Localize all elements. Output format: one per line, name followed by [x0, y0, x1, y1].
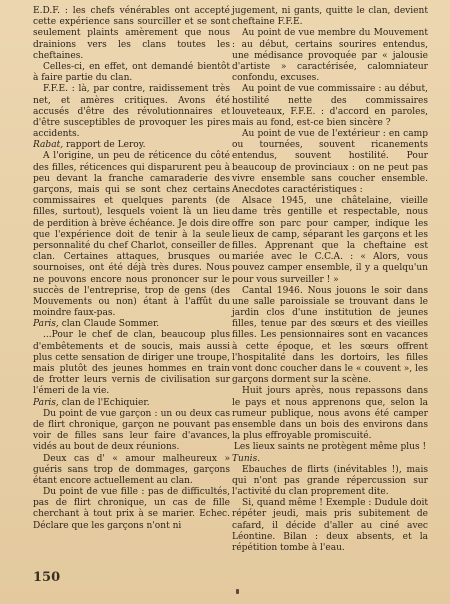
- paragraph: Au point de vue commissaire : au début, hostilité nette des commissaires louveteaux, F.F.E. : d'accord en paroles, mais au fond, est-ce bien sincère ?: [232, 84, 428, 128]
- section-heading: [33, 319, 230, 330]
- page-number: 150: [33, 570, 61, 585]
- paragraph: Alsace 1945, une châtelaine, vieille dame très gentille et respectable, nous offre son parc pour camper, indique les lieux de camp, séparant les garçons et les filles. Apprenant que la cheftaine est mariée avec le C.C.A. : « Alors, vous pouvez camper ensemble, il y a quelqu'un pour vous surveiller ! »: [232, 196, 428, 285]
- paragraph: F.F.E. : là, par contre, raidissement très net, et amères critiques. Avons été accusés d'être des révolutionnaires et d'être susceptibles de provoquer les pires accidents.: [33, 84, 230, 140]
- paragraph: Cantal 1946. Nous jouons le soir dans une salle paroissiale se trouvant dans le jardin clos d'une institution de jeunes filles, tenue par des sœurs et des vieilles filles. Les pensionnaires sont en vacances à cette époque, et les sœurs offrent l'hospitalité dans les dortoirs, les filles vont donc coucher dans le « couvent », les garçons dorment sur la scène.: [232, 285, 428, 386]
- section-heading: [232, 454, 428, 465]
- paragraph: Celles-ci, en effet, ont demandé bientôt à faire partie du clan.: [33, 61, 230, 84]
- paragraph: A l'origine, un peu de réticence du côté des filles, réticences qui disparurent peu à peu devant la franche camaraderie des garçons, mais qui se sont chez certains commissaires et quelques parents (de filles, surtout), lesquels voient là un lieu de perdition à brève échéance. Je dois dire que l'expérience doit de tenir à la seule personnalité du chef Charlot, conseiller de clan. Certaines attaques, brusques ou sournoises, ont été déjà très dures. Nous ne pouvons encore nous prononcer sur le succès de l'entreprise, trop de gens (des Mouvements ou non) étant à l'affût du moindre faux-pas.: [33, 151, 230, 319]
- paragraph: E.D.F. : les chefs vénérables ont accepté cette expérience sans sourciller et se sont seulement plaints amèrement que nous drainions vers les clans toutes les cheftaines.: [33, 6, 230, 61]
- paragraph: Ebauches de flirts (inévitables !), mais qui n'ont pas grande répercussion sur l'activité du clan proprement dite.: [232, 464, 428, 498]
- paragraph: Si, quand même ! Exemple : Dudule doit répéter jeudi, mais pris subitement de cafard, il décide d'aller au ciné avec Léontine. Bilan : deux absents, et la répétition tombe à l'eau.: [232, 498, 428, 553]
- section-heading: [33, 140, 230, 151]
- paragraph: Deux cas d' « amour malheureux » guéris sans trop de dommages, garçons étant encore actuellement au clan.: [33, 453, 230, 486]
- paragraph: Au point de vue membre du Mouvement : au début, certains sourires entendus, une médisance provoquée par « jalousie d'artiste » caractérisée, calomniateur confondu, excuses.: [232, 28, 428, 84]
- centered-line: Les lieux saints ne protègent même plus !: [233, 442, 427, 453]
- right-column: [232, 6, 428, 554]
- paragraph: ...Pour le chef de clan, beaucoup plus d'embêtements et de soucis, mais aussi plus cette sensation de diriger une troupe, mais plutôt des jeunes hommes en train de frotter leurs vernis de civilisation sur l'émeri de la vie.: [33, 330, 230, 397]
- paragraph: jugement, ni gants, quitte le clan, devient cheftaine F.F.E.: [232, 6, 428, 28]
- left-column: [33, 6, 230, 532]
- paragraph: Au point de vue de l'extérieur : en camp ou tournées, souvent ricanements entendus, souvent hostilité. Pour beaucoup de provinciaux : on ne peut pas vivre ensemble sans coucher ensemble. Anecdotes caractéristiques :: [232, 129, 428, 195]
- heading-text: clan Claude Sommer.: [58, 319, 160, 330]
- paragraph: Du point de vue fille : pas de difficultés, pas de flirt chronique, un cas de fille cherchant à tout prix à se marier. Echec. Déclare que les garçons n'ont ni: [33, 487, 230, 531]
- place-label: Paris,: [33, 397, 59, 408]
- paragraph: Du point de vue garçon : un ou deux cas de flirt chronique, garçon ne pouvant pas voir de filles sans leur faire d'avances, vidés au bout de deux réunions.: [33, 408, 230, 453]
- place-label: Rabat,: [33, 140, 64, 151]
- place-label: Paris,: [33, 319, 59, 330]
- section-heading: [33, 398, 230, 409]
- ink-speck: [236, 589, 239, 594]
- heading-text: clan de l'Echiquier.: [58, 397, 150, 408]
- place-label: Tunis.: [232, 453, 261, 464]
- paragraph: Huit jours après, nous repassons dans le pays et nous apprenons que, selon la rumeur publique, nous avons été camper ensemble dans un bois des environs dans la plus effroyable promiscuité.: [232, 386, 428, 442]
- heading-text: rapport de Leroy.: [63, 140, 146, 151]
